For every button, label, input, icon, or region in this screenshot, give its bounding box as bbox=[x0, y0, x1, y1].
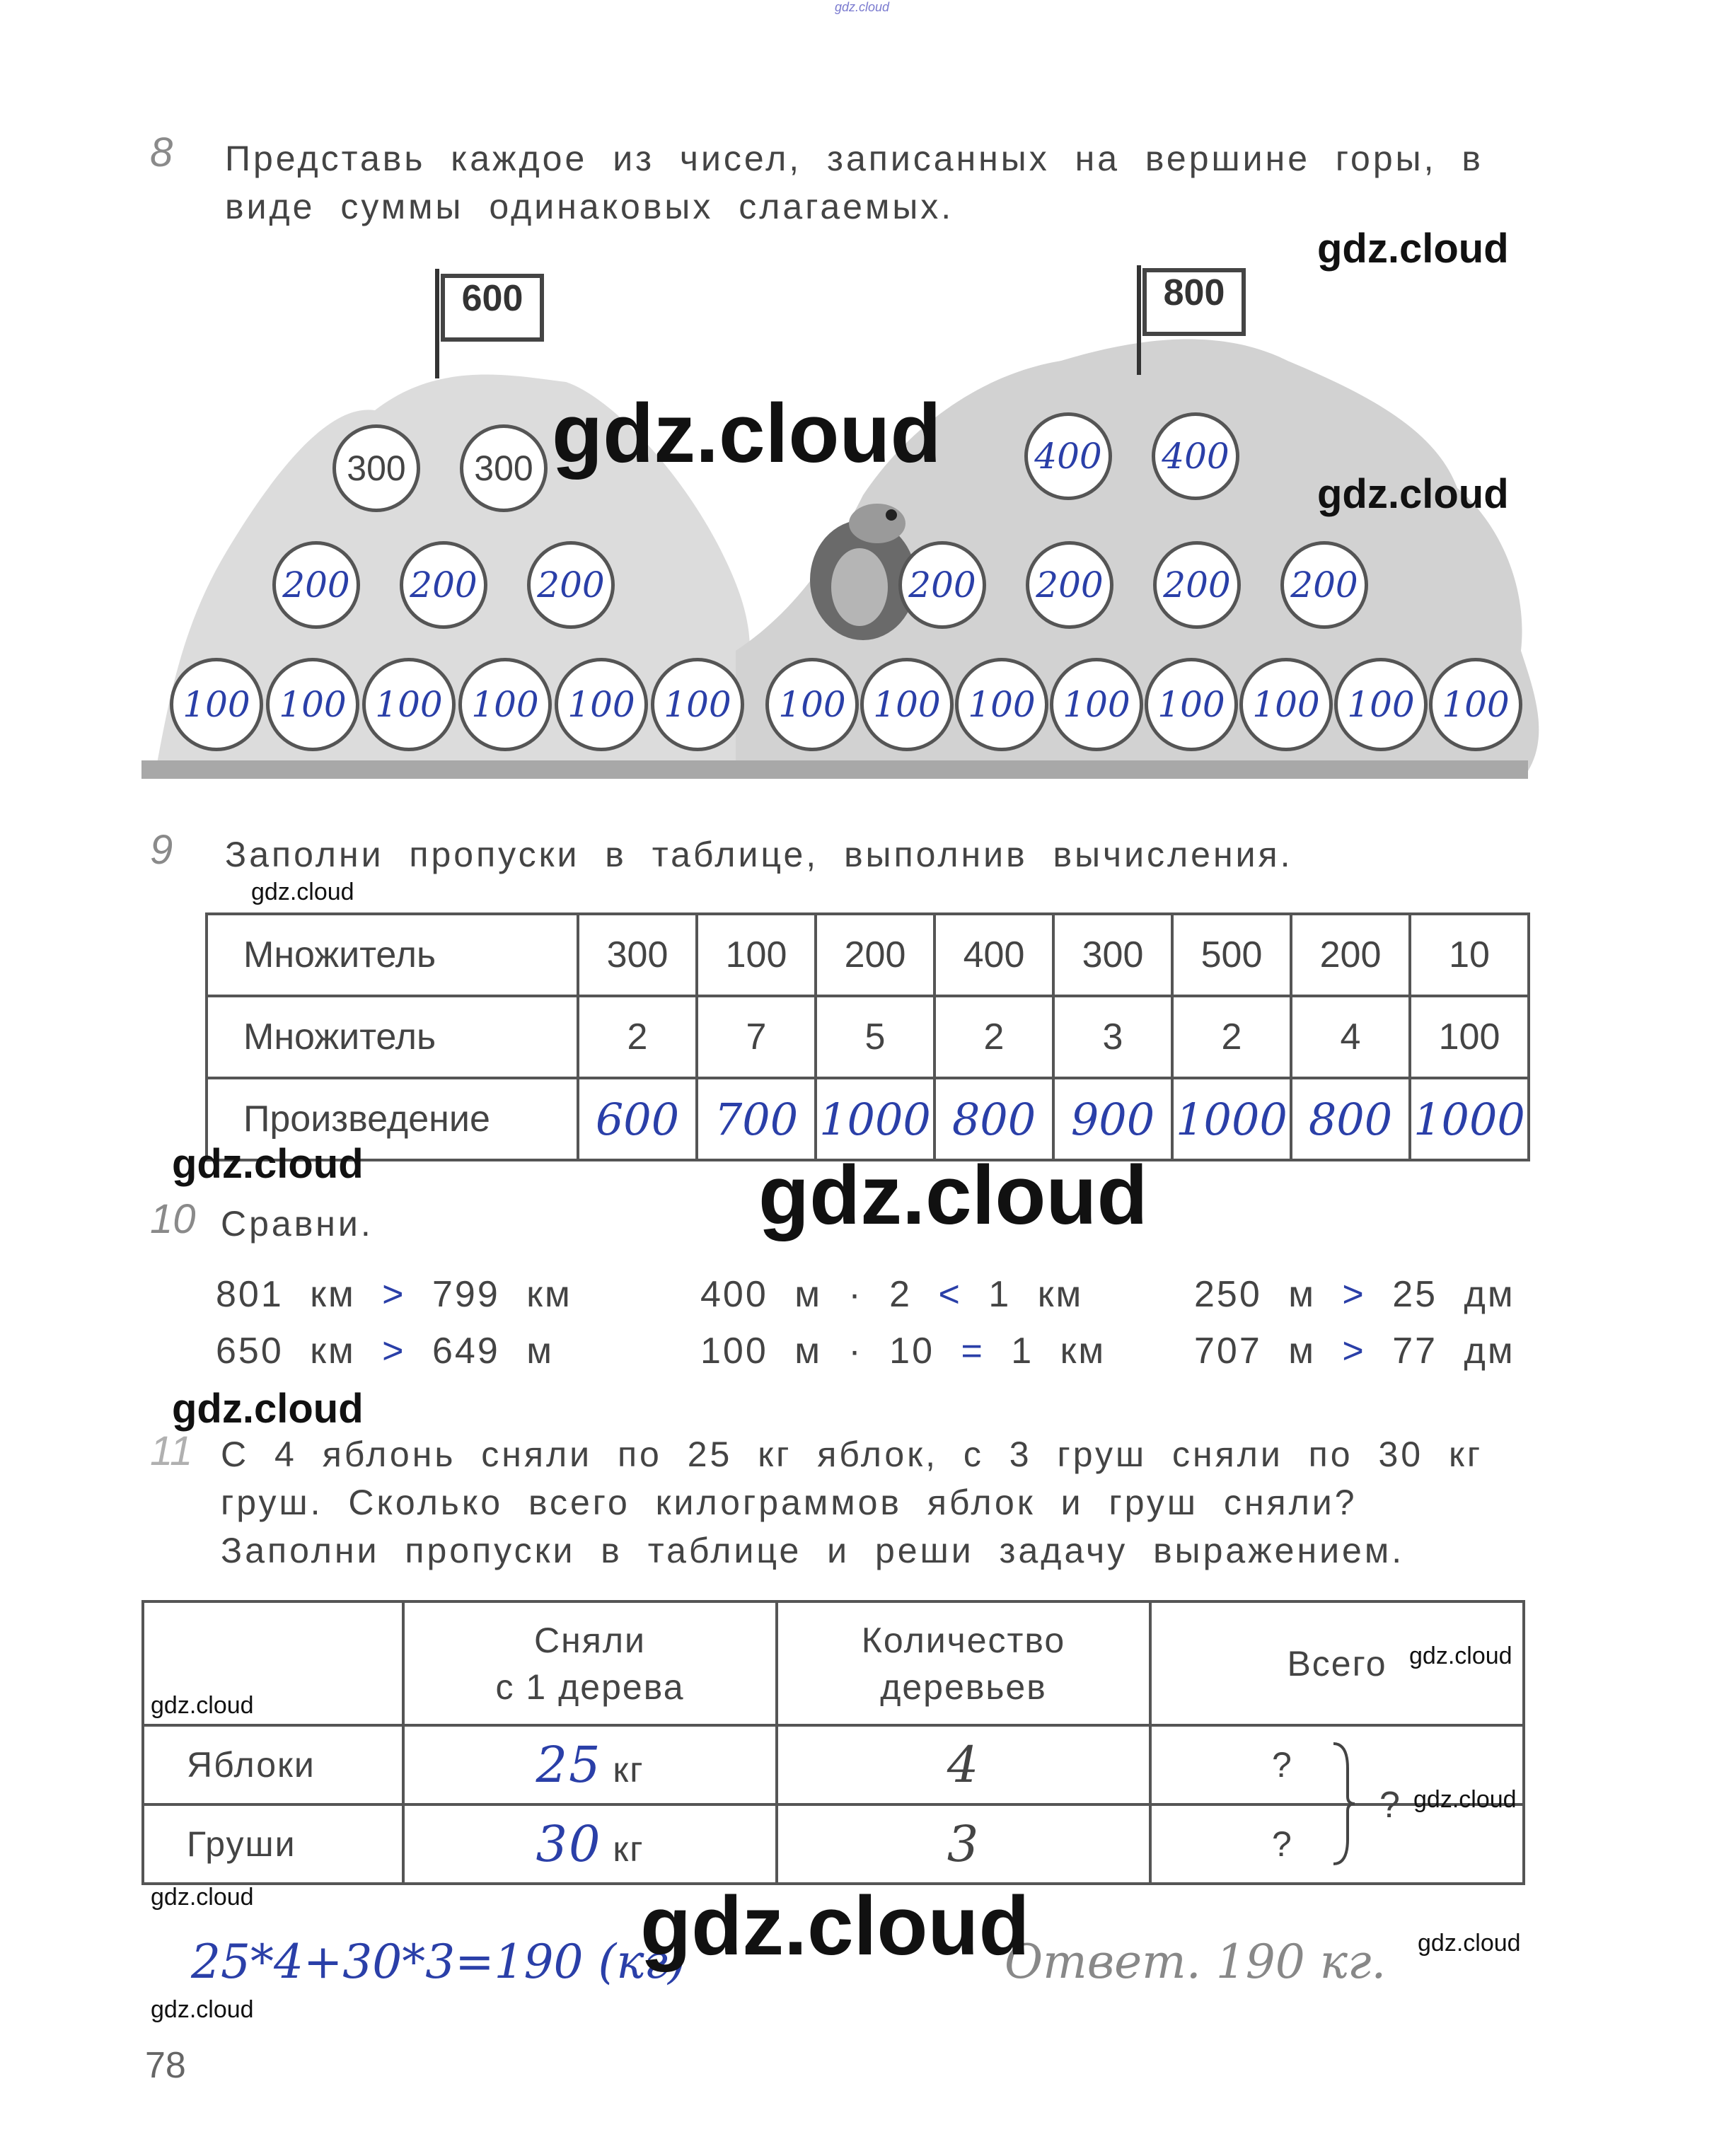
comparison-right: 25 дм bbox=[1392, 1274, 1515, 1315]
number-circle bbox=[362, 658, 456, 751]
number-circle bbox=[555, 658, 648, 751]
solution-expression: 25*4+30*3=190 (кг) bbox=[191, 1935, 686, 1989]
number-circle bbox=[1026, 541, 1113, 629]
table-row bbox=[143, 1804, 1524, 1884]
number-circle bbox=[266, 658, 359, 751]
circle-value: 100 bbox=[1252, 684, 1320, 725]
header-tree-count bbox=[777, 1601, 1150, 1725]
header-tree-count-line1: Количество bbox=[861, 1620, 1066, 1660]
number-circle bbox=[458, 658, 552, 751]
comparison-sign: > bbox=[382, 1331, 406, 1372]
circle-value: 100 bbox=[1442, 684, 1510, 725]
header-per-tree bbox=[403, 1601, 777, 1725]
comparison-left: 650 км bbox=[216, 1331, 356, 1372]
table-cell: 200 bbox=[1291, 914, 1410, 996]
total-cell: ? bbox=[1150, 1725, 1524, 1804]
task11-text-line2: груш. Сколько всего килограммов яблок и груш сняли? bbox=[221, 1483, 1358, 1522]
circle-value: 200 bbox=[537, 564, 605, 605]
tree-count-cell: 4 bbox=[777, 1725, 1150, 1804]
watermark: gdz.cloud bbox=[1317, 226, 1509, 272]
product-cell: 1000 bbox=[1172, 1078, 1291, 1160]
watermark: gdz.cloud bbox=[1418, 1930, 1521, 1957]
table-cell: 5 bbox=[816, 996, 934, 1078]
comparison-right: 649 м bbox=[432, 1331, 554, 1372]
task9-number: 9 bbox=[150, 827, 173, 873]
product-cell: 900 bbox=[1053, 1078, 1172, 1160]
row-label-apples: Яблоки bbox=[143, 1725, 403, 1804]
circle-value: 200 bbox=[410, 564, 478, 605]
watermark: gdz.cloud bbox=[552, 387, 942, 480]
answer-text: Ответ. 190 кг. bbox=[1005, 1935, 1387, 1989]
task9-text: Заполни пропуски в таблице, выполнив вычисления. bbox=[225, 835, 1293, 874]
header-per-tree-line2: с 1 дерева bbox=[495, 1667, 685, 1707]
row-label-product: Произведение bbox=[207, 1078, 578, 1160]
comparison-sign: > bbox=[1342, 1331, 1366, 1372]
product-cell: 1000 bbox=[1410, 1078, 1529, 1160]
per-tree-value: 25 bbox=[536, 1736, 602, 1794]
table-cell: 300 bbox=[578, 914, 697, 996]
table-cell: 2 bbox=[578, 996, 697, 1078]
circle-value: 300 bbox=[474, 448, 533, 488]
comparison-right: 77 дм bbox=[1392, 1331, 1515, 1372]
total-cell: ? bbox=[1150, 1804, 1524, 1884]
table-cell: 7 bbox=[697, 996, 816, 1078]
number-circle bbox=[1145, 658, 1238, 751]
task11-number: 11 bbox=[150, 1428, 193, 1474]
comparison-left: 250 м bbox=[1194, 1274, 1316, 1315]
row-label-pears: Груши bbox=[143, 1804, 403, 1884]
comparison-right: 799 км bbox=[432, 1274, 572, 1315]
number-circle bbox=[1152, 412, 1239, 500]
tree-count-cell: 3 bbox=[777, 1804, 1150, 1884]
table-cell: 200 bbox=[816, 914, 934, 996]
table-cell: 100 bbox=[697, 914, 816, 996]
circle-value: 400 bbox=[1162, 436, 1229, 477]
number-circle bbox=[1024, 412, 1112, 500]
watermark: gdz.cloud bbox=[151, 1996, 254, 2023]
product-cell: 600 bbox=[578, 1078, 697, 1160]
watermark: gdz.cloud bbox=[172, 1386, 364, 1432]
number-circle bbox=[460, 424, 548, 512]
task8-text-line2: виде суммы одинаковых слагаемых. bbox=[225, 187, 954, 226]
left-flag-label: 600 bbox=[461, 278, 523, 319]
header-per-tree-line1: Сняли bbox=[534, 1620, 646, 1660]
watermark: gdz.cloud bbox=[172, 1141, 364, 1187]
table-cell: 500 bbox=[1172, 914, 1291, 996]
apples-pears-table bbox=[141, 1600, 1525, 1885]
number-circle bbox=[170, 658, 263, 751]
header-total: Всего bbox=[1150, 1601, 1524, 1725]
task10-number: 10 bbox=[150, 1196, 196, 1242]
table-cell: 2 bbox=[934, 996, 1053, 1078]
table-cell: 100 bbox=[1410, 996, 1529, 1078]
circle-value: 300 bbox=[347, 448, 406, 488]
circle-value: 100 bbox=[778, 684, 846, 725]
row-label-factor2: Множитель bbox=[207, 996, 578, 1078]
number-circle bbox=[1050, 658, 1143, 751]
per-tree-cell bbox=[403, 1804, 777, 1884]
task8-number: 8 bbox=[150, 129, 173, 175]
watermark: gdz.cloud bbox=[151, 1692, 254, 1719]
table-cell: 300 bbox=[1053, 914, 1172, 996]
unit: кг bbox=[613, 1829, 644, 1869]
circle-value: 100 bbox=[1063, 684, 1130, 725]
circle-value: 100 bbox=[1157, 684, 1225, 725]
product-cell: 800 bbox=[934, 1078, 1053, 1160]
comparison-6 bbox=[1194, 1330, 1515, 1372]
comparison-left: 707 м bbox=[1194, 1331, 1316, 1372]
table-header-row bbox=[143, 1601, 1524, 1725]
circle-value: 100 bbox=[567, 684, 635, 725]
comparison-sign: > bbox=[1342, 1274, 1366, 1315]
number-circle bbox=[955, 658, 1048, 751]
product-cell: 700 bbox=[697, 1078, 816, 1160]
table-row bbox=[207, 996, 1529, 1078]
table-row bbox=[143, 1725, 1524, 1804]
task11-text-line3: Заполни пропуски в таблице и реши задачу выражением. bbox=[221, 1531, 1405, 1570]
circle-value: 100 bbox=[873, 684, 941, 725]
circle-value: 100 bbox=[375, 684, 443, 725]
task10-text: Сравни. bbox=[221, 1204, 374, 1244]
number-circle bbox=[1280, 541, 1368, 629]
circle-value: 200 bbox=[908, 564, 976, 605]
comparison-right: 1 км bbox=[988, 1274, 1084, 1315]
watermark: gdz.cloud bbox=[1317, 471, 1509, 517]
circle-value: 100 bbox=[1347, 684, 1415, 725]
circle-value: 100 bbox=[471, 684, 539, 725]
page-number: 78 bbox=[145, 2045, 186, 2086]
header-tree-count-line2: деревьев bbox=[880, 1667, 1047, 1707]
watermark: gdz.cloud bbox=[758, 1149, 1148, 1242]
number-circle bbox=[527, 541, 615, 629]
number-circle bbox=[400, 541, 487, 629]
comparison-2 bbox=[700, 1273, 1083, 1316]
comparison-left: 400 м · 2 bbox=[700, 1274, 913, 1315]
table-cell: 2 bbox=[1172, 996, 1291, 1078]
product-cell: 800 bbox=[1291, 1078, 1410, 1160]
number-circle bbox=[272, 541, 360, 629]
circle-value: 200 bbox=[1036, 564, 1104, 605]
number-circle bbox=[765, 658, 859, 751]
number-circle bbox=[1334, 658, 1428, 751]
top-watermark: gdz.cloud bbox=[835, 0, 890, 14]
product-cell: 1000 bbox=[816, 1078, 934, 1160]
comparison-1 bbox=[216, 1273, 572, 1316]
comparison-5 bbox=[700, 1330, 1106, 1372]
per-tree-cell bbox=[403, 1725, 777, 1804]
circle-value: 200 bbox=[1163, 564, 1231, 605]
number-circle bbox=[898, 541, 986, 629]
number-circle bbox=[1239, 658, 1333, 751]
number-circle bbox=[860, 658, 954, 751]
watermark: gdz.cloud bbox=[251, 879, 354, 905]
number-circle bbox=[1429, 658, 1522, 751]
circle-value: 200 bbox=[282, 564, 350, 605]
circle-value: 100 bbox=[968, 684, 1036, 725]
multiplication-table bbox=[205, 912, 1530, 1161]
table-row bbox=[207, 914, 1529, 996]
per-tree-value: 30 bbox=[536, 1815, 602, 1873]
table-cell: 10 bbox=[1410, 914, 1529, 996]
watermark: gdz.cloud bbox=[151, 1884, 254, 1911]
unit: кг bbox=[613, 1750, 644, 1790]
comparison-right: 1 км bbox=[1011, 1331, 1106, 1372]
number-circle bbox=[651, 658, 744, 751]
circle-value: 200 bbox=[1290, 564, 1358, 605]
watermark: gdz.cloud bbox=[1409, 1642, 1512, 1669]
ground-strip bbox=[141, 760, 1528, 779]
comparison-4 bbox=[216, 1330, 554, 1372]
number-circle bbox=[1153, 541, 1241, 629]
task8-text-line1: Представь каждое из чисел, записанных на вершине горы, в bbox=[225, 139, 1483, 178]
brace-icon bbox=[1330, 1740, 1358, 1867]
comparison-3 bbox=[1194, 1273, 1515, 1316]
task11-text-line1: С 4 яблонь сняли по 25 кг яблок, с 3 груш сняли по 30 кг bbox=[221, 1435, 1483, 1474]
circle-value: 400 bbox=[1034, 436, 1102, 477]
right-flag-label: 800 bbox=[1163, 272, 1225, 313]
watermark: gdz.cloud bbox=[640, 1879, 1030, 1973]
comparison-left: 801 км bbox=[216, 1274, 356, 1315]
comparison-sign: = bbox=[961, 1331, 985, 1372]
table-cell: 400 bbox=[934, 914, 1053, 996]
watermark: gdz.cloud bbox=[1413, 1786, 1517, 1813]
number-circle bbox=[332, 424, 420, 512]
circle-value: 100 bbox=[279, 684, 347, 725]
comparison-sign: > bbox=[382, 1274, 406, 1315]
circle-value: 100 bbox=[183, 684, 250, 725]
table-cell: 4 bbox=[1291, 996, 1410, 1078]
sum-question-mark: ? bbox=[1379, 1785, 1400, 1826]
row-label-factor1: Множитель bbox=[207, 914, 578, 996]
comparison-sign: < bbox=[938, 1274, 962, 1315]
comparison-left: 100 м · 10 bbox=[700, 1331, 935, 1372]
table-cell: 3 bbox=[1053, 996, 1172, 1078]
circle-value: 100 bbox=[664, 684, 731, 725]
